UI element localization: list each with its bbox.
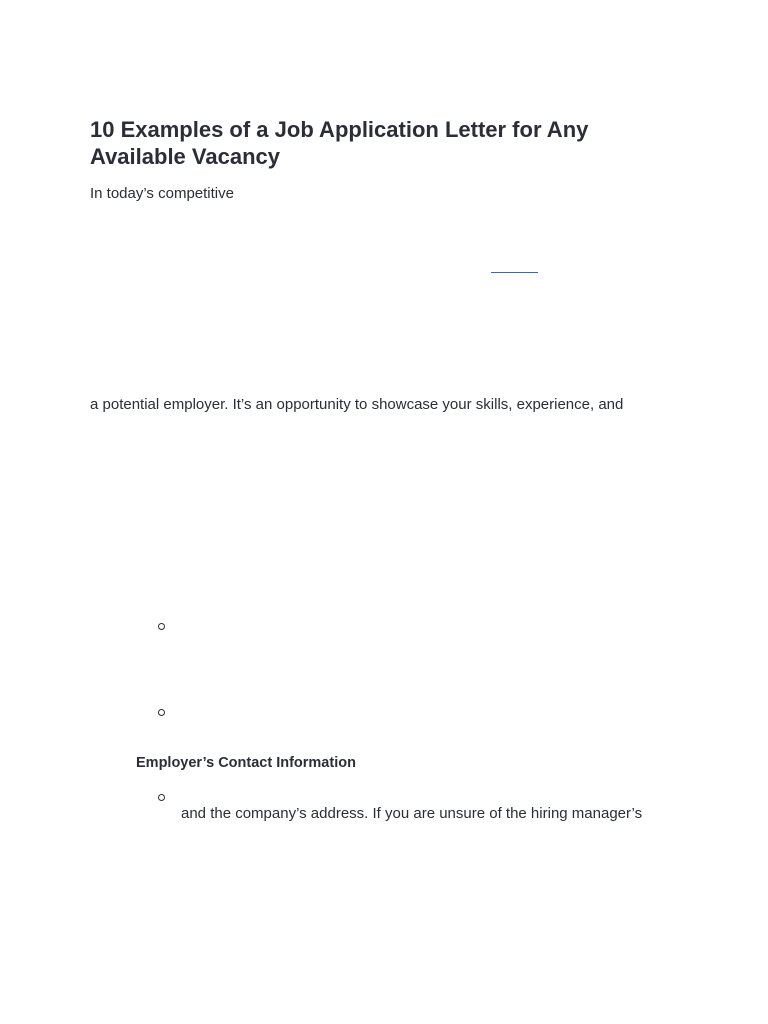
intro-text: In today’s competitive bbox=[90, 185, 234, 202]
list-bullet-icon bbox=[158, 794, 165, 801]
list-item: and the company’s address. If you are unsure of the hiring manager’s bbox=[181, 805, 643, 822]
page-title: 10 Examples of a Job Application Letter for Any Available Vacancy bbox=[90, 117, 589, 169]
list-bullet-icon bbox=[158, 709, 165, 716]
hyperlink[interactable] bbox=[491, 272, 538, 273]
body-paragraph: a potential employer. It’s an opportunity to showcase your skills, experience, and bbox=[90, 396, 624, 413]
list-bullet-icon bbox=[158, 623, 165, 630]
section-heading: Employer’s Contact Information bbox=[136, 755, 356, 771]
